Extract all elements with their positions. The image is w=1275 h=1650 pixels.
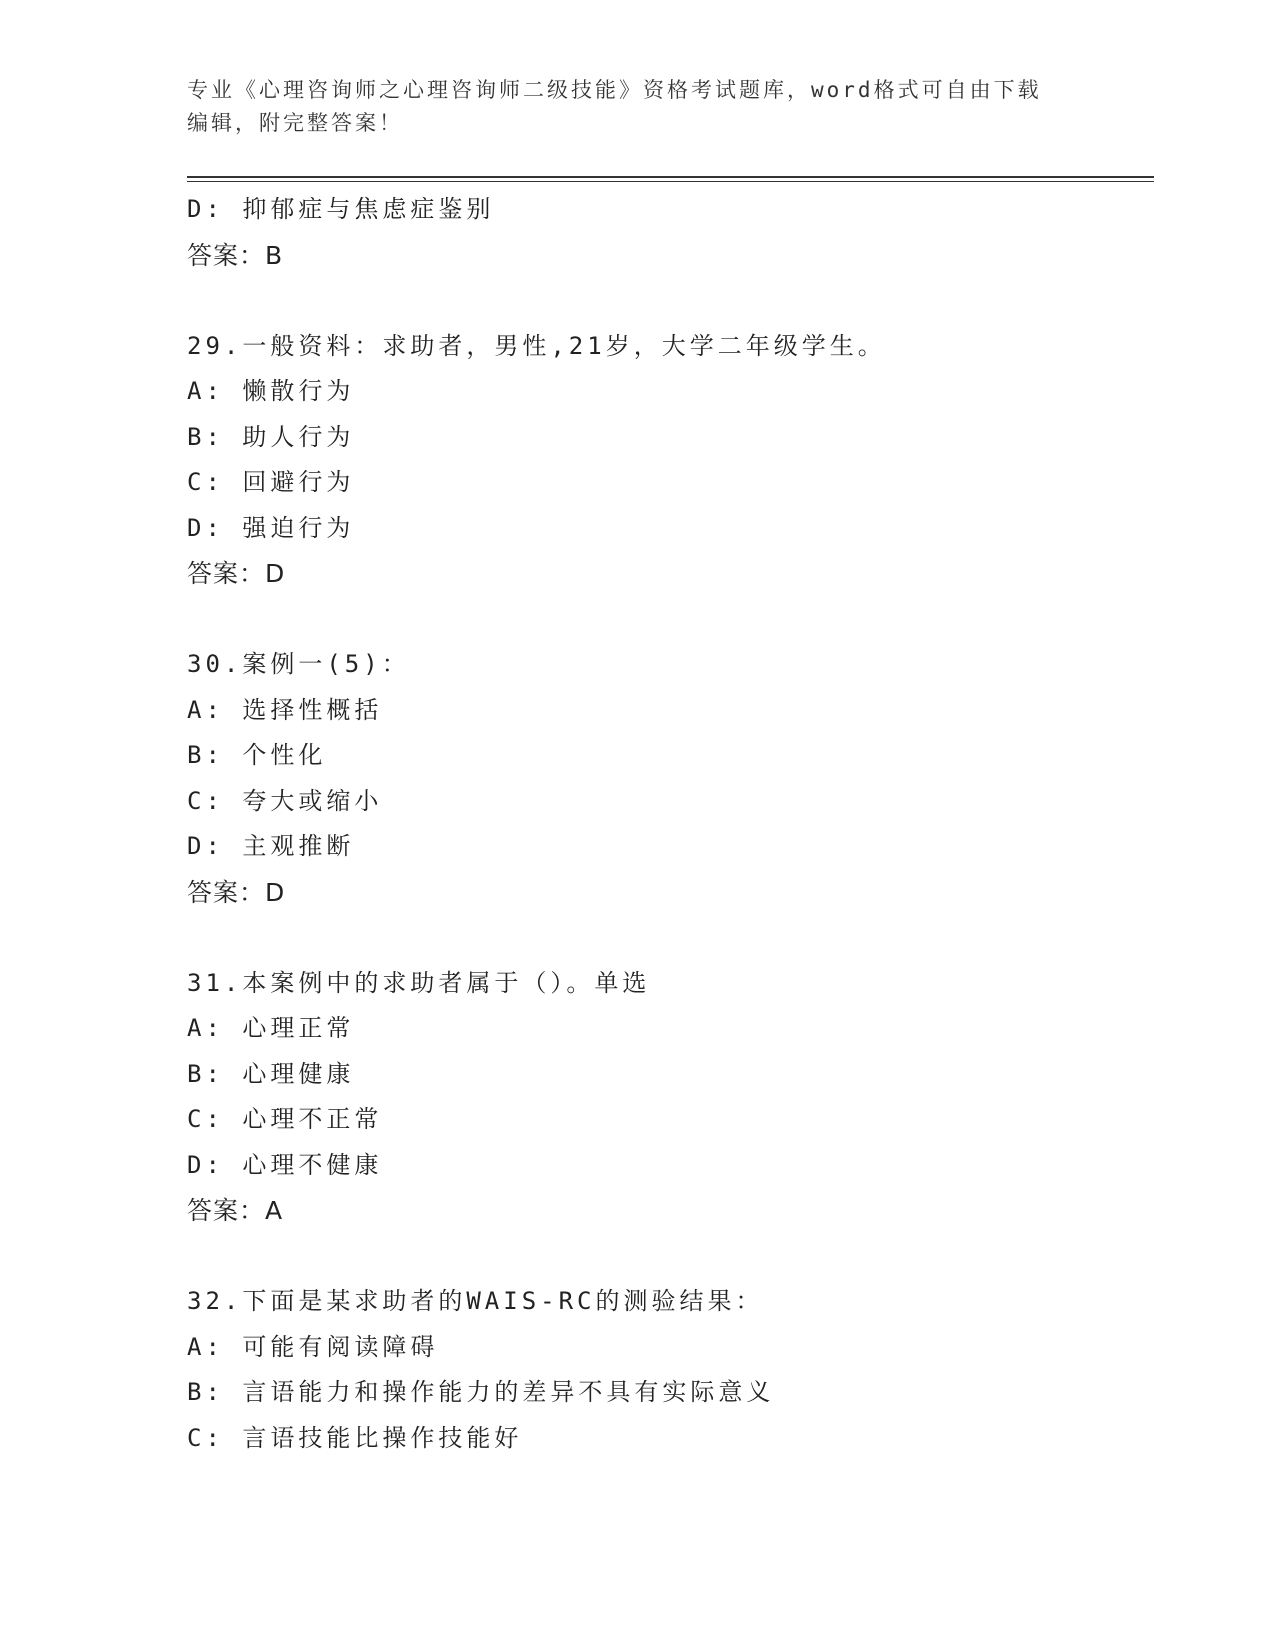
answer: 答案：B	[187, 240, 284, 270]
spacer	[187, 597, 1154, 643]
option-d: D: 强迫行为	[187, 513, 355, 542]
option-b: B: 心理健康	[187, 1059, 355, 1088]
question-stem: 29.一般资料：求助者，男性,21岁，大学二年级学生。	[187, 331, 886, 360]
option-b: B: 个性化	[187, 741, 327, 769]
option-c: C: 言语技能比操作技能好	[187, 1423, 523, 1452]
option-a: A: 选择性概括	[187, 695, 383, 724]
option-a: A: 心理正常	[187, 1014, 355, 1042]
question-stem: 32.下面是某求助者的WAIS-RC的测验结果：	[187, 1287, 764, 1315]
option-a: A: 懒散行为	[187, 377, 355, 405]
option-d: D: 抑郁症与焦虑症鉴别	[187, 195, 495, 223]
option-d: D: 主观推断	[187, 832, 355, 860]
header-line-2: 编辑，附完整答案！	[187, 111, 403, 135]
answer: 答案：A	[187, 1196, 284, 1225]
spacer	[187, 915, 1154, 961]
spacer	[187, 278, 1154, 324]
question-list	[187, 187, 1154, 1461]
header-line-1: 专业《心理咨询师之心理咨询师二级技能》资格考试题库，word格式可自由下载	[187, 78, 1042, 102]
option-c: C: 夸大或缩小	[187, 786, 383, 815]
question-stem: 30.案例一(5)：	[187, 650, 410, 678]
answer: 答案：D	[187, 877, 286, 907]
option-b: B: 言语能力和操作能力的差异不具有实际意义	[187, 1378, 775, 1406]
option-b: B: 助人行为	[187, 422, 355, 451]
option-c: C: 回避行为	[187, 468, 355, 496]
option-d: D: 心理不健康	[187, 1150, 383, 1179]
header-divider-thick	[187, 176, 1154, 178]
answer: 答案：D	[187, 559, 286, 588]
question-stem: 31.本案例中的求助者属于（）。单选	[187, 968, 651, 997]
option-c: C: 心理不正常	[187, 1105, 383, 1133]
option-a: A: 可能有阅读障碍	[187, 1332, 439, 1361]
spacer	[187, 1234, 1154, 1280]
header-divider-thin	[187, 181, 1154, 182]
document-header	[187, 74, 1087, 140]
